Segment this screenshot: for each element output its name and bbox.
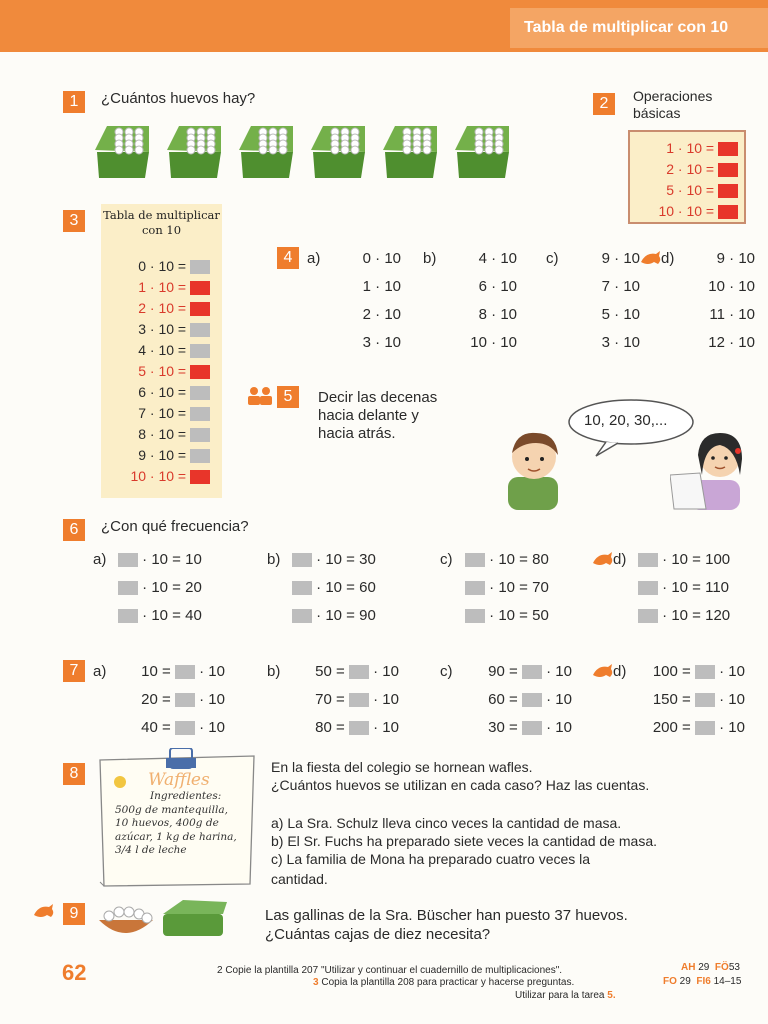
answer-box (522, 721, 542, 735)
exercise-4-item: 7 · 10 (601, 278, 640, 295)
table-expression: 0 · 10 = (138, 258, 187, 274)
recipe-line: 500g de mantequilla, (115, 803, 228, 816)
exercise-2-number: 2 (593, 93, 615, 115)
exercise-7-row (462, 691, 572, 708)
egg-carton-6 (453, 122, 511, 180)
exercise-7-left: 100 = (652, 663, 691, 680)
footer-note-2-number: 3 (313, 977, 319, 988)
table-expression: 6 · 10 = (138, 384, 187, 400)
table-expression: 1 · 10 = (138, 279, 187, 295)
exercise-8-item-c: c) La familia de Mona ha preparado cuatro veces la (271, 851, 591, 867)
exercise-4-item: 3 · 10 (362, 334, 401, 351)
exercise-8-item-c-cont: cantidad. (271, 871, 328, 887)
exercise-6-label: c) (440, 551, 453, 568)
exercise-4-item: 0 · 10 (362, 250, 401, 267)
exercise-9-line-1: Las gallinas de la Sra. Büscher han puesto 37 huevos. (265, 907, 628, 924)
exercise-6-expression: · 10 = 10 (142, 551, 202, 568)
exercise-3-number: 3 (63, 210, 85, 232)
exercise-5-number: 5 (277, 386, 299, 408)
answer-box (190, 386, 210, 400)
exercise-7-left: 150 = (652, 691, 691, 708)
answer-box (465, 553, 485, 567)
table-expression: 2 · 10 = (138, 300, 187, 316)
answer-box (695, 721, 715, 735)
exercise-7-left: 30 = (488, 719, 518, 736)
footer-note-1: 2 Copie la plantilla 207 "Utilizar y continuar el cuadernillo de multiplicaciones". (217, 965, 563, 976)
exercise-7-right: · 10 (373, 719, 399, 736)
exercise-7-row (462, 719, 572, 736)
answer-box (292, 581, 312, 595)
table-row (106, 342, 210, 358)
dolphin-icon (33, 903, 55, 921)
answer-box (349, 693, 369, 707)
answer-box (638, 581, 658, 595)
dolphin-icon (640, 250, 662, 268)
recipe-title: Waffles (148, 770, 210, 790)
exercise-7-left: 200 = (652, 719, 691, 736)
answer-box (175, 693, 195, 707)
exercise-7-label: b) (267, 663, 281, 680)
exercise-7-right: · 10 (373, 691, 399, 708)
exercise-4-item: 4 · 10 (478, 250, 517, 267)
exercise-7-right: · 10 (199, 719, 225, 736)
basic-op-expression: 1 · 10 = (666, 140, 715, 156)
ref-code-ah: AH (681, 962, 696, 973)
exercise-6-row (638, 579, 729, 596)
answer-box (718, 184, 738, 198)
page-title: Tabla de multiplicar con 10 (510, 8, 768, 48)
ref-page-fi6: 14–15 (713, 976, 742, 987)
answer-box (522, 693, 542, 707)
exercise-8-number: 8 (63, 763, 85, 785)
egg-carton-1 (93, 122, 151, 180)
exercise-7-right: · 10 (546, 691, 572, 708)
answer-box (638, 553, 658, 567)
answer-box (465, 609, 485, 623)
table-row (106, 363, 210, 379)
exercise-4-item: 10 · 10 (708, 278, 755, 295)
exercise-1-title: ¿Cuántos huevos hay? (101, 90, 256, 107)
exercise-4-label: b) (423, 250, 437, 267)
exercise-7-left: 40 = (141, 719, 171, 736)
answer-box (175, 665, 195, 679)
table-expression: 5 · 10 = (138, 363, 187, 379)
exercise-6-row (118, 579, 202, 596)
exercise-6-row (118, 607, 202, 624)
ref-code-fo: FO (663, 976, 677, 987)
exercise-6-label: b) (267, 551, 281, 568)
exercise-6-title: ¿Con qué frecuencia? (101, 518, 249, 535)
exercise-8-intro-1: En la fiesta del colegio se hornean wafles. (271, 759, 533, 775)
exercise-4-item: 2 · 10 (362, 306, 401, 323)
exercise-7-left: 50 = (315, 663, 345, 680)
exercise-4-label: a) (307, 250, 321, 267)
exercise-6-number: 6 (63, 519, 85, 541)
exercise-7-right: · 10 (719, 719, 745, 736)
exercise-7-right: · 10 (199, 663, 225, 680)
answer-box (349, 665, 369, 679)
exercise-6-expression: · 10 = 70 (489, 579, 549, 596)
exercise-7-left: 70 = (315, 691, 345, 708)
answer-box (190, 260, 210, 274)
egg-carton-4 (309, 122, 367, 180)
page-number: 62 (62, 960, 87, 985)
exercise-7-row (635, 663, 745, 680)
exercise-4-label: c) (546, 250, 559, 267)
dolphin-icon (592, 663, 614, 681)
exercise-6-row (465, 579, 549, 596)
exercise-9-number: 9 (63, 903, 85, 925)
answer-box (718, 163, 738, 177)
table-row (106, 468, 210, 484)
multiplication-table-title: Tabla de multiplicar con 10 (103, 208, 220, 237)
exercise-7-right: · 10 (719, 691, 745, 708)
exercise-6-expression: · 10 = 30 (316, 551, 376, 568)
answer-box (190, 428, 210, 442)
answer-box (190, 281, 210, 295)
table-row (106, 258, 210, 274)
exercise-4-item: 6 · 10 (478, 278, 517, 295)
exercise-7-row (115, 663, 225, 680)
exercise-7-row (289, 719, 399, 736)
answer-box (190, 449, 210, 463)
exercise-6-expression: · 10 = 40 (142, 607, 202, 624)
exercise-7-left: 80 = (315, 719, 345, 736)
exercise-1-number: 1 (63, 91, 85, 113)
recipe-line: 10 huevos, 400g de (115, 817, 219, 829)
exercise-6-expression: · 10 = 120 (662, 607, 731, 624)
exercise-6-row (118, 551, 202, 568)
footer-note-3: Utilizar para la tarea (515, 990, 605, 1001)
exercise-5-line-2: hacia delante y (318, 407, 419, 424)
footer-note-3-number: 5. (607, 990, 616, 1001)
basic-op-row (638, 161, 738, 177)
table-row (106, 447, 210, 463)
table-expression: 4 · 10 = (138, 342, 187, 358)
exercise-2-title: Operaciones básicas (633, 88, 713, 121)
answer-box (118, 609, 138, 623)
exercise-7-label: d) (613, 663, 627, 680)
exercise-7-row (462, 663, 572, 680)
exercise-6-row (292, 579, 376, 596)
dolphin-icon (592, 551, 614, 569)
partner-work-icon (247, 386, 273, 406)
exercise-6-label: d) (613, 551, 627, 568)
exercise-7-number: 7 (63, 660, 85, 682)
basic-op-row (638, 182, 738, 198)
exercise-4-item: 1 · 10 (362, 278, 401, 295)
ref-page-ah: 29 (698, 962, 710, 973)
exercise-5-line-3: hacia atrás. (318, 425, 396, 442)
answer-box (522, 665, 542, 679)
answer-box (292, 553, 312, 567)
exercise-7-label: a) (93, 663, 107, 680)
exercise-6-row (638, 607, 730, 624)
basic-op-row (638, 140, 738, 156)
answer-box (190, 302, 210, 316)
exercise-6-row (465, 551, 549, 568)
answer-box (190, 323, 210, 337)
egg-bowl-and-carton (95, 898, 230, 946)
exercise-5-line-1: Decir las decenas (318, 389, 438, 406)
recipe-line: 3/4 l de leche (115, 844, 187, 856)
answer-box (118, 581, 138, 595)
answer-box (292, 609, 312, 623)
exercise-4-item: 9 · 10 (716, 250, 755, 267)
exercise-6-expression: · 10 = 20 (142, 579, 202, 596)
table-row (106, 426, 210, 442)
exercise-6-expression: · 10 = 90 (316, 607, 376, 624)
table-expression: 3 · 10 = (138, 321, 187, 337)
boy-illustration (500, 425, 568, 510)
table-expression: 10 · 10 = (130, 468, 187, 484)
answer-box (718, 142, 738, 156)
recipe-line: Ingredientes: (150, 790, 222, 802)
table-expression: 8 · 10 = (138, 426, 187, 442)
exercise-6-row (465, 607, 549, 624)
basic-op-row (638, 203, 738, 219)
answer-box (695, 665, 715, 679)
table-row (106, 279, 210, 295)
egg-carton-3 (237, 122, 295, 180)
exercise-4-item: 11 · 10 (709, 306, 755, 323)
ref-code-fo-umlaut: FÖ (714, 962, 729, 973)
exercise-4-item: 10 · 10 (470, 334, 517, 351)
exercise-7-right: · 10 (373, 663, 399, 680)
answer-box (190, 365, 210, 379)
exercise-4-item: 12 · 10 (708, 334, 755, 351)
answer-box (190, 470, 210, 484)
exercise-4-item: 9 · 10 (601, 250, 640, 267)
exercise-8-item-a: a) La Sra. Schulz lleva cinco veces la cantidad de masa. (271, 815, 622, 831)
ref-page-fo-umlaut: 53 (728, 962, 740, 973)
girl-illustration (670, 425, 755, 510)
exercise-7-row (635, 691, 745, 708)
exercise-7-left: 60 = (488, 691, 518, 708)
exercise-7-row (289, 691, 399, 708)
answer-box (638, 609, 658, 623)
exercise-6-label: a) (93, 551, 107, 568)
exercise-7-row (115, 719, 225, 736)
exercise-8-intro-2: ¿Cuántos huevos se utilizan en cada caso? Haz las cuentas. (271, 777, 650, 793)
exercise-6-expression: · 10 = 60 (316, 579, 376, 596)
exercise-4-label: d) (661, 250, 675, 267)
exercise-9-line-2: ¿Cuántas cajas de diez necesita? (265, 926, 491, 943)
exercise-7-left: 90 = (488, 663, 518, 680)
exercise-6-expression: · 10 = 100 (662, 551, 731, 568)
table-row (106, 321, 210, 337)
answer-box (718, 205, 738, 219)
basic-op-expression: 5 · 10 = (666, 182, 715, 198)
exercise-7-right: · 10 (199, 691, 225, 708)
exercise-7-label: c) (440, 663, 453, 680)
ref-code-fi6: FI6 (696, 976, 711, 987)
answer-box (349, 721, 369, 735)
recipe-line: azúcar, 1 kg de harina, (115, 830, 237, 843)
exercise-7-left: 20 = (141, 691, 171, 708)
exercise-7-row (635, 719, 745, 736)
footer-note-2: Copia la plantilla 208 para practicar y hacerse preguntas. (321, 977, 575, 988)
exercise-6-row (292, 607, 376, 624)
answer-box (465, 581, 485, 595)
exercise-4-item: 5 · 10 (601, 306, 640, 323)
egg-carton-2 (165, 122, 223, 180)
egg-carton-5 (381, 122, 439, 180)
answer-box (190, 407, 210, 421)
exercise-4-item: 8 · 10 (478, 306, 517, 323)
exercise-6-expression: · 10 = 50 (489, 607, 549, 624)
answer-box (695, 693, 715, 707)
basic-op-expression: 10 · 10 = (658, 203, 715, 219)
exercise-6-row (292, 551, 376, 568)
table-row (106, 384, 210, 400)
answer-box (118, 553, 138, 567)
exercise-7-right: · 10 (546, 663, 572, 680)
basic-op-expression: 2 · 10 = (666, 161, 715, 177)
exercise-6-expression: · 10 = 110 (662, 579, 730, 596)
table-expression: 9 · 10 = (138, 447, 187, 463)
table-expression: 7 · 10 = (138, 405, 187, 421)
exercise-6-expression: · 10 = 80 (489, 551, 549, 568)
answer-box (190, 344, 210, 358)
ref-page-fo: 29 (679, 976, 691, 987)
speech-bubble-text: 10, 20, 30,... (584, 412, 668, 429)
exercise-7-right: · 10 (546, 719, 572, 736)
exercise-6-row (638, 551, 730, 568)
table-row (106, 300, 210, 316)
exercise-8-item-b: b) El Sr. Fuchs ha preparado siete veces la cantidad de masa. (271, 833, 657, 849)
exercise-4-item: 3 · 10 (601, 334, 640, 351)
exercise-7-right: · 10 (719, 663, 745, 680)
exercise-4-number: 4 (277, 247, 299, 269)
answer-box (175, 721, 195, 735)
exercise-7-left: 10 = (141, 663, 171, 680)
table-row (106, 405, 210, 421)
exercise-7-row (289, 663, 399, 680)
exercise-7-row (115, 691, 225, 708)
